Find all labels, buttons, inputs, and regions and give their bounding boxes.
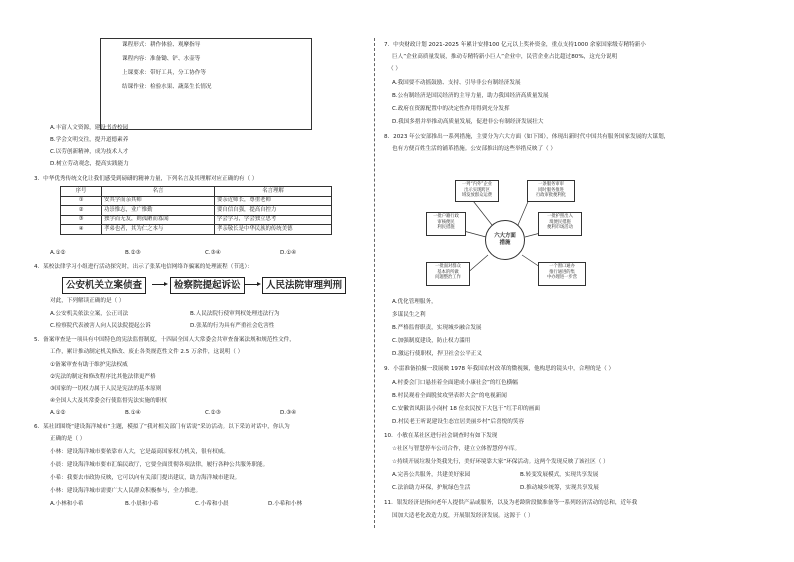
q5-option-b: B.①④ (125, 410, 141, 416)
q6-dialog-2: 小晨：建设海洋城市要市汇编民政厅，它要全面贯彻各项法律，履行各种公共服务职能。 (50, 462, 269, 468)
q4-option-c: C.检察院代表被害人向人民法院提起公诉 (50, 323, 151, 329)
q8-option-d: D.激运行使职权，捍卫社会公平正义 (392, 351, 482, 357)
q3-table (60, 186, 332, 235)
q5-line-1: 5．备案审查是一项具有中国特色的宪法监督制度，十四届全国人大常委会共审查备案法规和规范性文件， (34, 337, 295, 343)
diagram-center (485, 220, 525, 260)
q10-option-b: B.转变发展模式，实现共享发展 (520, 472, 599, 478)
q8-option-a-cont: 多谋民生之利 (392, 312, 426, 318)
q2-option-d: D.树立劳动观念，提高实践能力 (50, 161, 129, 167)
box-line-1: 课程形式：耕作体验、观摩指导 (122, 42, 201, 48)
diagram-box-5: 一批面对群众 基本的所做 问题整治工作 (426, 262, 470, 286)
q9-option-a: A.村委会门口悬挂着全面建成小康社会”的红色横幅 (392, 380, 518, 386)
q4-sub: 对此，下列解读正确的是（ ） (50, 298, 125, 304)
q6-dialog-4: 小林：建设海洋城市需要广大人民群众积极参与，全力推进。 (50, 488, 202, 494)
q5-option-a: A.①② (50, 410, 66, 416)
q4-option-a: A.公安机关依法立案，公正司法 (50, 311, 129, 317)
q3-option-c: C.③④ (205, 250, 221, 256)
diagram-center-line-1: 六大方面 (494, 233, 516, 239)
q6-option-d: D.小希和小林 (268, 501, 303, 507)
diagram-box-3: 一批户籍行政 审核便民 利民措施 (426, 212, 466, 236)
diagram-box-1: 一列“内外”企业 出示实现跨区 域发放群众运费 (455, 180, 499, 202)
q10-line-3: ☆持续开展垃圾分类我先行，美好环境靠大家”环保活动。这两个发现反映了该社区（ ） (392, 459, 609, 465)
q5-line-2: 工作，累计推动制定机关修改、废止各类规范性文件 2.5 万余件，这说明（ ） (50, 349, 244, 355)
table-cell: 孝弟也者，其为仁之本与 (102, 225, 215, 235)
q8-option-c: C.加强制度建设，防止权力滥用 (392, 338, 471, 344)
q6-dialog-3: 小希：我要去市政协反映，它可以向有关部门提出建议，助力海洋城市建设。 (50, 475, 241, 481)
q5-item-4: ④全国人大及其常委会行使监督宪法实施的职权 (50, 398, 167, 404)
table-cell: ① (61, 196, 102, 206)
table-cell: 独学而无友，则孤陋而寡闻 (102, 215, 215, 225)
q7-option-a: A.我国要不动摇鼓励、支持、引导非公有制经济发展 (392, 80, 521, 86)
q10-line-1: 10．小敏在某社区进行社会调查时有如下发现 (384, 433, 498, 439)
q4-stem: 4．某校法律学习小组进行活动探究时，出示了张某电信网络诈骗案的处理流程（节选）： (34, 264, 253, 270)
q5-option-d: D.③④ (280, 410, 297, 416)
table-row (61, 215, 332, 225)
table-cell: 学会学习，学会独立思考 (215, 215, 332, 225)
q7-line-3: （ ） (388, 66, 401, 72)
q10-option-c: C.法治助力环保，护航绿色生活 (392, 485, 471, 491)
q11-line-2: 国加大适老化改造力度，开展银发经济发展。这源于（ ） (392, 513, 534, 519)
flow-arrow-icon (245, 284, 259, 285)
table-cell: 功崇惟志，业广惟勤 (102, 206, 215, 216)
q5-option-c: C.②③ (205, 410, 221, 416)
q7-line-2: 巨人”企业高质量发展，推动专精特新小巨人”企业中，民营企业占比超过80%，这充分说明 (392, 54, 618, 60)
q4-option-b: B.人民法院行使审判权处理违法行为 (190, 311, 280, 317)
table-row (61, 196, 332, 206)
q7-option-d: D.我国多措并举推动高质量发展，促进非公有制经济发展壮大 (392, 119, 544, 125)
q6-line-2: 正确的是（ ） (50, 436, 86, 442)
q3-header-row (61, 187, 332, 197)
q7-line-1: 7．中央财政计划 2021-2025 年累计安排100 亿元以上奖补资金，重点支持1000 余家国家级专精特新小 (384, 42, 646, 48)
q10-line-2: ☆社区与智慧停车公司合作，建立立体智慧停车库。 (392, 446, 521, 452)
diagram-box-4: 一批护照出入 境便民措施 便利市场活动 (538, 212, 582, 236)
q8-option-b: B.严格监督职责，实现城乡融合发展 (392, 325, 482, 331)
q8-line-2: 也有方便百姓生活的铺革措施。公安部推出的这些举措反映了（ ） (392, 146, 556, 152)
q9-option-b: B.村民观看全面脱贫攻坚表彰大会”的电视新闻 (392, 393, 507, 399)
q2-option-a: A.丰富人文资源，建设书香校园 (50, 125, 129, 131)
q3-option-b: B.②③ (125, 250, 141, 256)
q9-option-d: D.村民老王听说建设生态宜居美丽乡村”后喜悦的笑容 (392, 419, 525, 425)
table-cell: ④ (61, 225, 102, 235)
diagram-box-2: 一条服务审审 同时服务推进 行政审批便利化 (527, 180, 575, 202)
q5-item-3: ③国家的一切权力属于人民是宪法的基本原则 (50, 386, 162, 392)
flow-step-3: 人民法院审理判刑 (262, 277, 346, 294)
q5-item-2: ②宪法的制定和修改程序比其他法律更严格 (50, 374, 156, 380)
header-cell: 名言理解 (215, 187, 332, 197)
q8-option-a: A.优化管理服务， (392, 299, 437, 305)
table-cell: ② (61, 206, 102, 216)
flow-arrow-icon (152, 284, 166, 285)
flow-step-2: 检察院提起诉讼 (170, 277, 245, 294)
q9-option-c: C.安徽省凤阳县小岗村 18 位农民按下大包干”红手印的画面 (392, 406, 540, 412)
table-cell: 要自信自强，提高自控力 (215, 206, 332, 216)
q6-dialog-1: 小林：建设海洋城市要依靠市人大，它是最高国家权力机关，很有权威。 (50, 449, 230, 455)
column-divider (374, 38, 375, 528)
q6-option-c: C.小希和小晨 (195, 501, 229, 507)
table-cell: ③ (61, 215, 102, 225)
q6-option-a: A.小林和小希 (50, 501, 84, 507)
box-line-3: 上课要求：带好工具，分工协作等 (122, 70, 206, 76)
diagram-center-line-2: 措施 (499, 240, 511, 246)
q2-option-b: B.学会文明交往，提升道德素养 (50, 137, 129, 143)
table-row (61, 225, 332, 235)
q9-line-1: 9．小雷准备拍摄一段展映 1978 年我国农村改革的微视频，他构思的镜头中，合理的是（ ） (384, 366, 615, 372)
table-cell: 孝亲敬长是中华民族的传统美德 (215, 225, 332, 235)
box-line-2: 课程内容：准备锄、铲、水壶等 (122, 56, 201, 62)
q8-line-1: 8．2023 年公安部推出一系列措施，主要分为六大方面（如下图），体现出新时代中国共有服务国家发展的大谋划， (384, 134, 670, 140)
box-line-4: 结课作业：检验水果、蔬菜生长情况 (122, 84, 212, 90)
q6-line-1: 6．某社团围绕“建设海洋城市”主题，模拟了“我对相关部门有话说”采访活动。以下采访对话中，你认为 (34, 424, 290, 430)
q3-stem: 3．中华优秀传统文化让我们感受到磅礴的精神力量，下列名言及其理解对应正确的有（ ） (34, 176, 258, 182)
q7-option-b: B.公有制经济是国民经济的主导力量，助力我国经济高质量发展 (392, 93, 549, 99)
header-cell: 序号 (61, 187, 102, 197)
q11-line-1: 11．银发经济是指向老年人提供产品或服务，以及为老龄阶段做准备等一系列经济活动的总和，近年我 (384, 500, 638, 506)
header-cell: 名言 (102, 187, 215, 197)
table-cell: 安其学而亲其师 (102, 196, 215, 206)
q4-option-d: D.张某的行为具有严重社会危害性 (190, 323, 275, 329)
q7-option-c: C.政府在资源配置中的决定性作用得到充分发挥 (392, 106, 510, 112)
flow-step-1: 公安机关立案侦查 (62, 277, 146, 294)
q2-option-c: C.以劳创新精神，成为技术人才 (50, 149, 129, 155)
q5-item-1: ①备案审查有助于维护宪法权威 (50, 362, 128, 368)
q10-option-d: D.推动城乡统筹，实现共享发展 (520, 485, 599, 491)
q10-option-a: A.完善公共服务，共建美好家园 (392, 472, 471, 478)
q3-option-d: D.①④ (280, 250, 297, 256)
table-row (61, 206, 332, 216)
q6-option-b: B.小晨和小希 (125, 501, 159, 507)
q3-option-a: A.①② (50, 250, 66, 256)
table-cell: 要亲近师长，尊重老师 (215, 196, 332, 206)
diagram-box-6: 一个窗口通办 推行通进的集 中办理进一步营 (538, 262, 586, 286)
